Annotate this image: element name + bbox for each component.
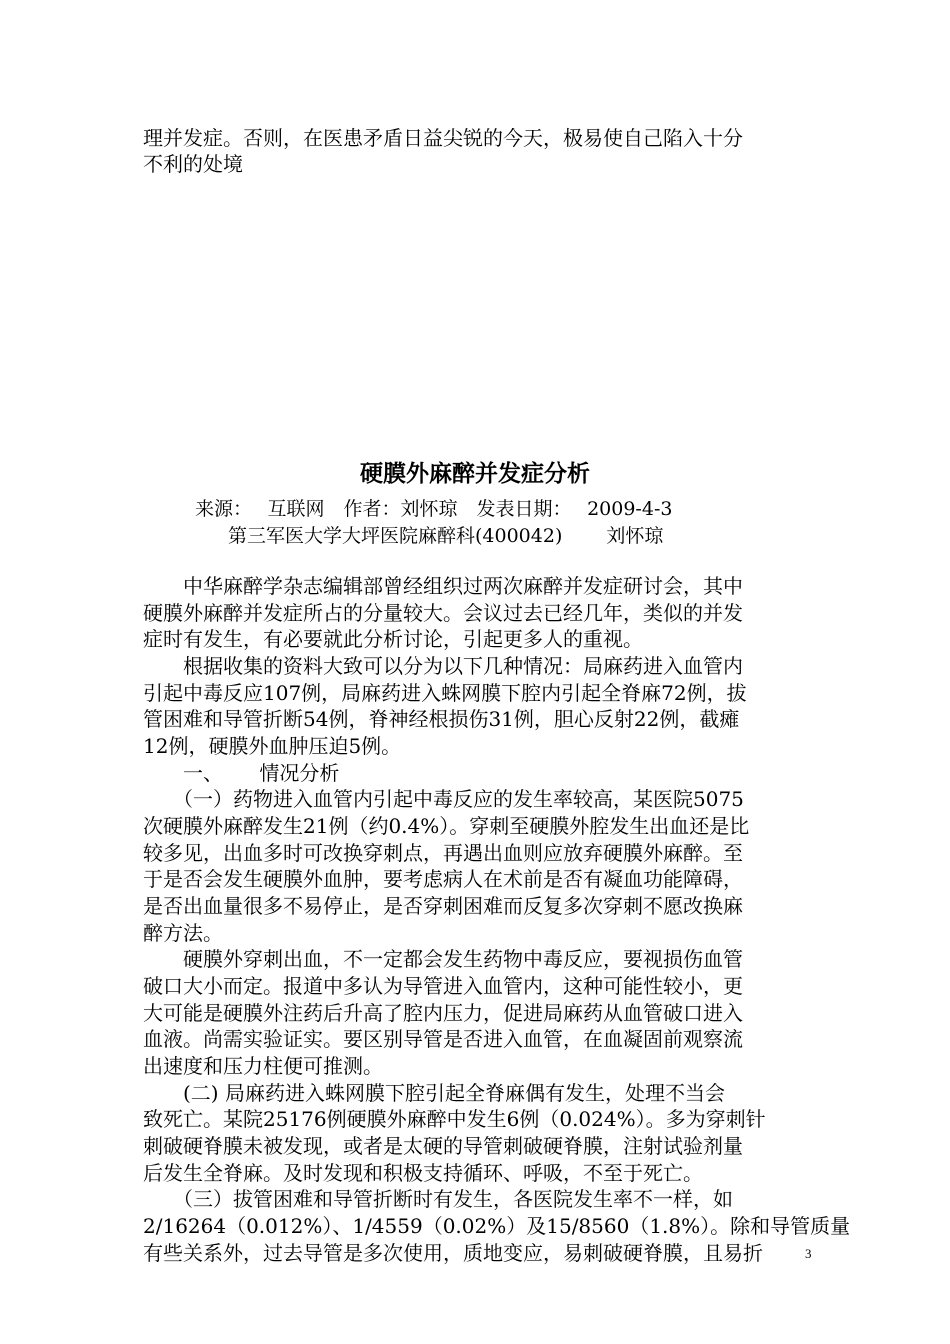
- body-line: （三）拔管困难和导管折断时有发生，各医院发生率不一样，如: [143, 1187, 733, 1211]
- body-line: 出速度和压力柱便可推测。: [143, 1054, 383, 1078]
- article-meta-affiliation: 第三军医大学大坪医院麻醉科(400042) 刘怀琼: [228, 525, 664, 547]
- body-line: 大可能是硬膜外注药后升高了腔内压力，促进局麻药从血管破口进入: [143, 1001, 743, 1025]
- page-number: 3: [805, 1246, 812, 1261]
- body-line: 症时有发生，有必要就此分析讨论，引起更多人的重视。: [143, 627, 643, 651]
- body-line: 于是否会发生硬膜外血肿，要考虑病人在术前是否有凝血功能障碍，: [143, 867, 743, 891]
- body-line: 较多见，出血多时可改换穿刺点，再遇出血则应放弃硬膜外麻醉。至: [143, 841, 743, 865]
- article-title: 硬膜外麻醉并发症分析: [360, 461, 590, 487]
- body-line: （一）药物进入血管内引起中毒反应的发生率较高，某医院5075: [143, 787, 744, 811]
- paragraph-line: 理并发症。否则，在医患矛盾日益尖锐的今天，极易使自己陷入十分: [143, 126, 743, 150]
- body-line: 根据收集的资料大致可以分为以下几种情况：局麻药进入血管内: [143, 654, 743, 678]
- body-line: 管困难和导管折断54例，脊神经根损伤31例，胆心反射22例，截瘫: [143, 707, 740, 731]
- body-line: 硬膜外麻醉并发症所占的分量较大。会议过去已经几年，类似的并发: [143, 601, 743, 625]
- body-line: 致死亡。某院25176例硬膜外麻醉中发生6例（0.024%）。多为穿刺针: [143, 1107, 766, 1131]
- section-heading: 一、 情况分析: [143, 761, 340, 785]
- body-line: 硬膜外穿刺出血，不一定都会发生药物中毒反应，要视损伤血管: [143, 947, 743, 971]
- body-line: 12例，硬膜外血肿压迫5例。: [143, 734, 402, 758]
- article-meta-source: 来源： 互联网 作者：刘怀琼 发表日期： 2009-4-3: [195, 498, 673, 520]
- body-line: 是否出血量很多不易停止，是否穿刺困难而反复多次穿刺不愿改换麻: [143, 894, 743, 918]
- body-line: 血液。尚需实验证实。要区别导管是否进入血管，在血凝固前观察流: [143, 1027, 743, 1051]
- body-line: 中华麻醉学杂志编辑部曾经组织过两次麻醉并发症研讨会，其中: [143, 574, 743, 598]
- body-line: 2/16264（0.012%）、1/4559（0.02%）及15/8560（1.8%）。除和导管质量: [143, 1214, 851, 1238]
- body-line: 破口大小而定。报道中多认为导管进入血管内，这种可能性较小，更: [143, 974, 743, 998]
- body-line: 后发生全脊麻。及时发现和积极支持循环、呼吸，不至于死亡。: [143, 1161, 703, 1185]
- body-line: 引起中毒反应107例，局麻药进入蛛网膜下腔内引起全脊麻72例，拔: [143, 681, 747, 705]
- body-line: 醉方法。: [143, 921, 223, 945]
- body-line: 有些关系外，过去导管是多次使用，质地变应，易刺破硬脊膜，且易折: [143, 1241, 763, 1265]
- body-line: 刺破硬脊膜未被发现，或者是太硬的导管刺破硬脊膜，注射试验剂量: [143, 1134, 743, 1158]
- body-line: (二) 局麻药进入蛛网膜下腔引起全脊麻偶有发生，处理不当会: [143, 1081, 725, 1105]
- body-line: 次硬膜外麻醉发生21例（约0.4%）。穿刺至硬膜外腔发生出血还是比: [143, 814, 750, 838]
- paragraph-line: 不利的处境: [143, 152, 243, 176]
